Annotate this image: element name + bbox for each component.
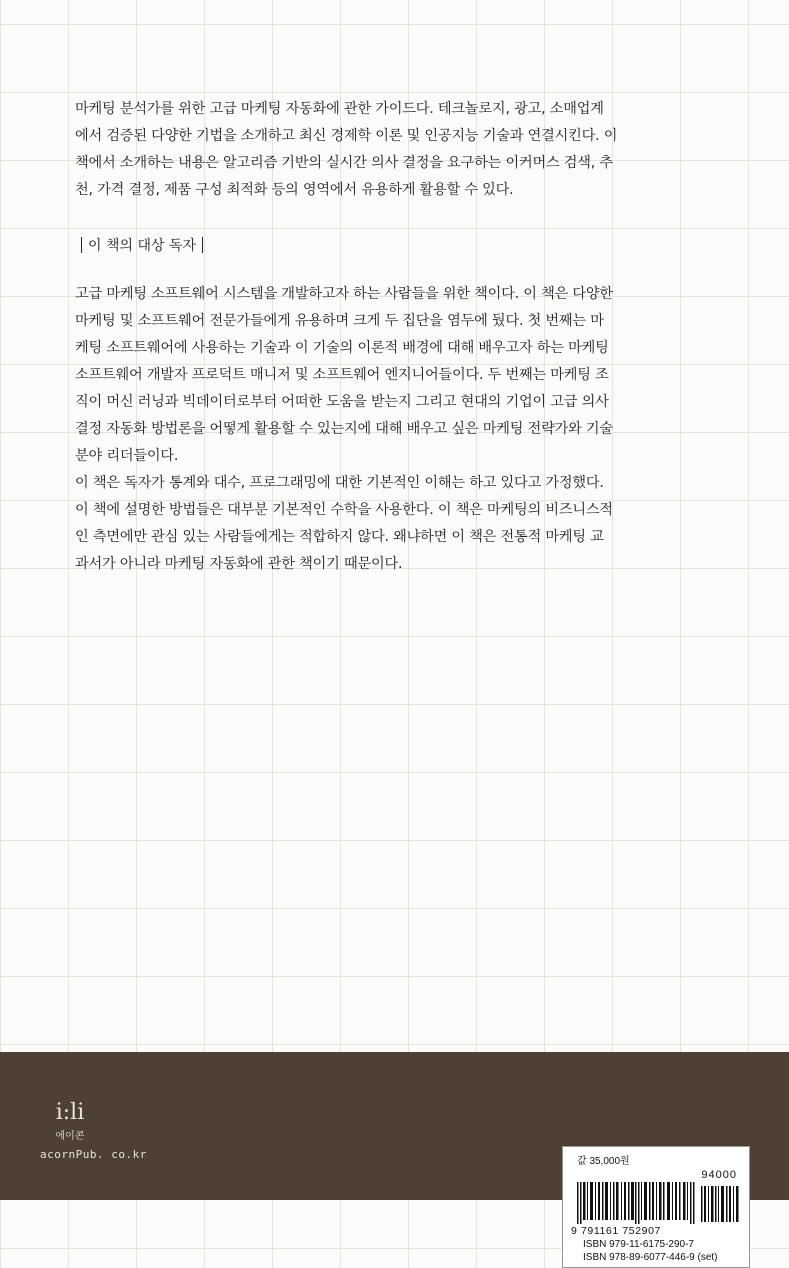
barcode-label bbox=[562, 1146, 750, 1268]
heading-bar-right bbox=[202, 237, 203, 253]
price-text: 값 35,000원 bbox=[577, 1156, 630, 1167]
audience-line: 마케팅 및 소프트웨어 전문가들에게 유용하며 크게 두 집단을 염두에 뒀다. 첫 번째는 마 bbox=[75, 313, 604, 329]
intro-paragraph bbox=[75, 96, 715, 204]
audience-line: 과서가 아니라 마케팅 자동화에 관한 책이기 때문이다. bbox=[75, 556, 403, 572]
barcode-bars-graphic bbox=[577, 1182, 695, 1224]
addon-code-text: 94000 bbox=[701, 1169, 737, 1181]
footer-band bbox=[0, 1052, 789, 1263]
audience-line: 케팅 소프트웨어에 사용하는 기술과 이 기술의 이론적 배경에 대해 배우고자 하는 마케팅 bbox=[75, 340, 609, 356]
audience-heading bbox=[75, 234, 209, 258]
audience-line: 인 측면에만 관심 있는 사람들에게는 적합하지 않다. 왜냐하면 이 책은 전통적 마케팅 교 bbox=[75, 529, 604, 545]
publisher-logo bbox=[40, 1102, 180, 1161]
audience-line: 이 책은 독자가 통계와 대수, 프로그래밍에 대한 기본적인 이해는 하고 있다고 가정했다. bbox=[75, 475, 604, 491]
audience-line: 소프트웨어 개발자 프로덕트 매니저 및 소프트웨어 엔지니어들이다. 두 번째는 마케팅 조 bbox=[75, 367, 609, 383]
publisher-logo-mark: i:li bbox=[55, 1100, 85, 1125]
audience-paragraph bbox=[75, 281, 715, 578]
ean-number: 9 791161 752907 bbox=[571, 1225, 661, 1237]
isbn-text: ISBN 979-11-6175-290-7 bbox=[583, 1239, 694, 1250]
intro-line: 천, 가격 결정, 제품 구성 최적화 등의 영역에서 유용하게 활용할 수 있다. bbox=[75, 182, 514, 198]
intro-line: 마케팅 분석가를 위한 고급 마케팅 자동화에 관한 가이드다. 테크놀로지, 광고, 소매업계 bbox=[75, 101, 604, 117]
audience-line: 고급 마케팅 소프트웨어 시스템을 개발하고자 하는 사람들을 위한 책이다. 이 책은 다양한 bbox=[75, 286, 613, 302]
intro-line: 책에서 소개하는 내용은 알고리즘 기반의 실시간 의사 결정을 요구하는 이커머스 검색, 추 bbox=[75, 155, 613, 171]
audience-line: 직이 머신 러닝과 빅데이터로부터 어떠한 도움을 받는지 그리고 현대의 기업이 고급 의사 bbox=[75, 394, 609, 410]
publisher-name: 에이콘 bbox=[55, 1131, 85, 1142]
audience-heading-text: 이 책의 대상 독자 bbox=[88, 238, 197, 254]
audience-line: 분야 리더들이다. bbox=[75, 448, 179, 464]
intro-line: 에서 검증된 다양한 기법을 소개하고 최신 경제학 이론 및 인공지능 기술과 연결시킨다. 이 bbox=[75, 128, 618, 144]
addon-barcode-bars bbox=[701, 1182, 741, 1222]
audience-line: 결정 자동화 방법론을 어떻게 활용할 수 있는지에 대해 배우고 싶은 마케팅 전략가와 기술 bbox=[75, 421, 613, 437]
audience-line: 이 책에 설명한 방법들은 대부분 기본적인 수학을 사용한다. 이 책은 마케팅의 비즈니스적 bbox=[75, 502, 613, 518]
barcode-bars bbox=[577, 1182, 695, 1224]
publisher-url: acornPub. co.kr bbox=[40, 1148, 147, 1161]
addon-bars-graphic bbox=[701, 1182, 741, 1222]
heading-bar-left bbox=[81, 237, 82, 253]
isbn-set-text: ISBN 978-89-6077-446-9 (set) bbox=[583, 1252, 718, 1263]
